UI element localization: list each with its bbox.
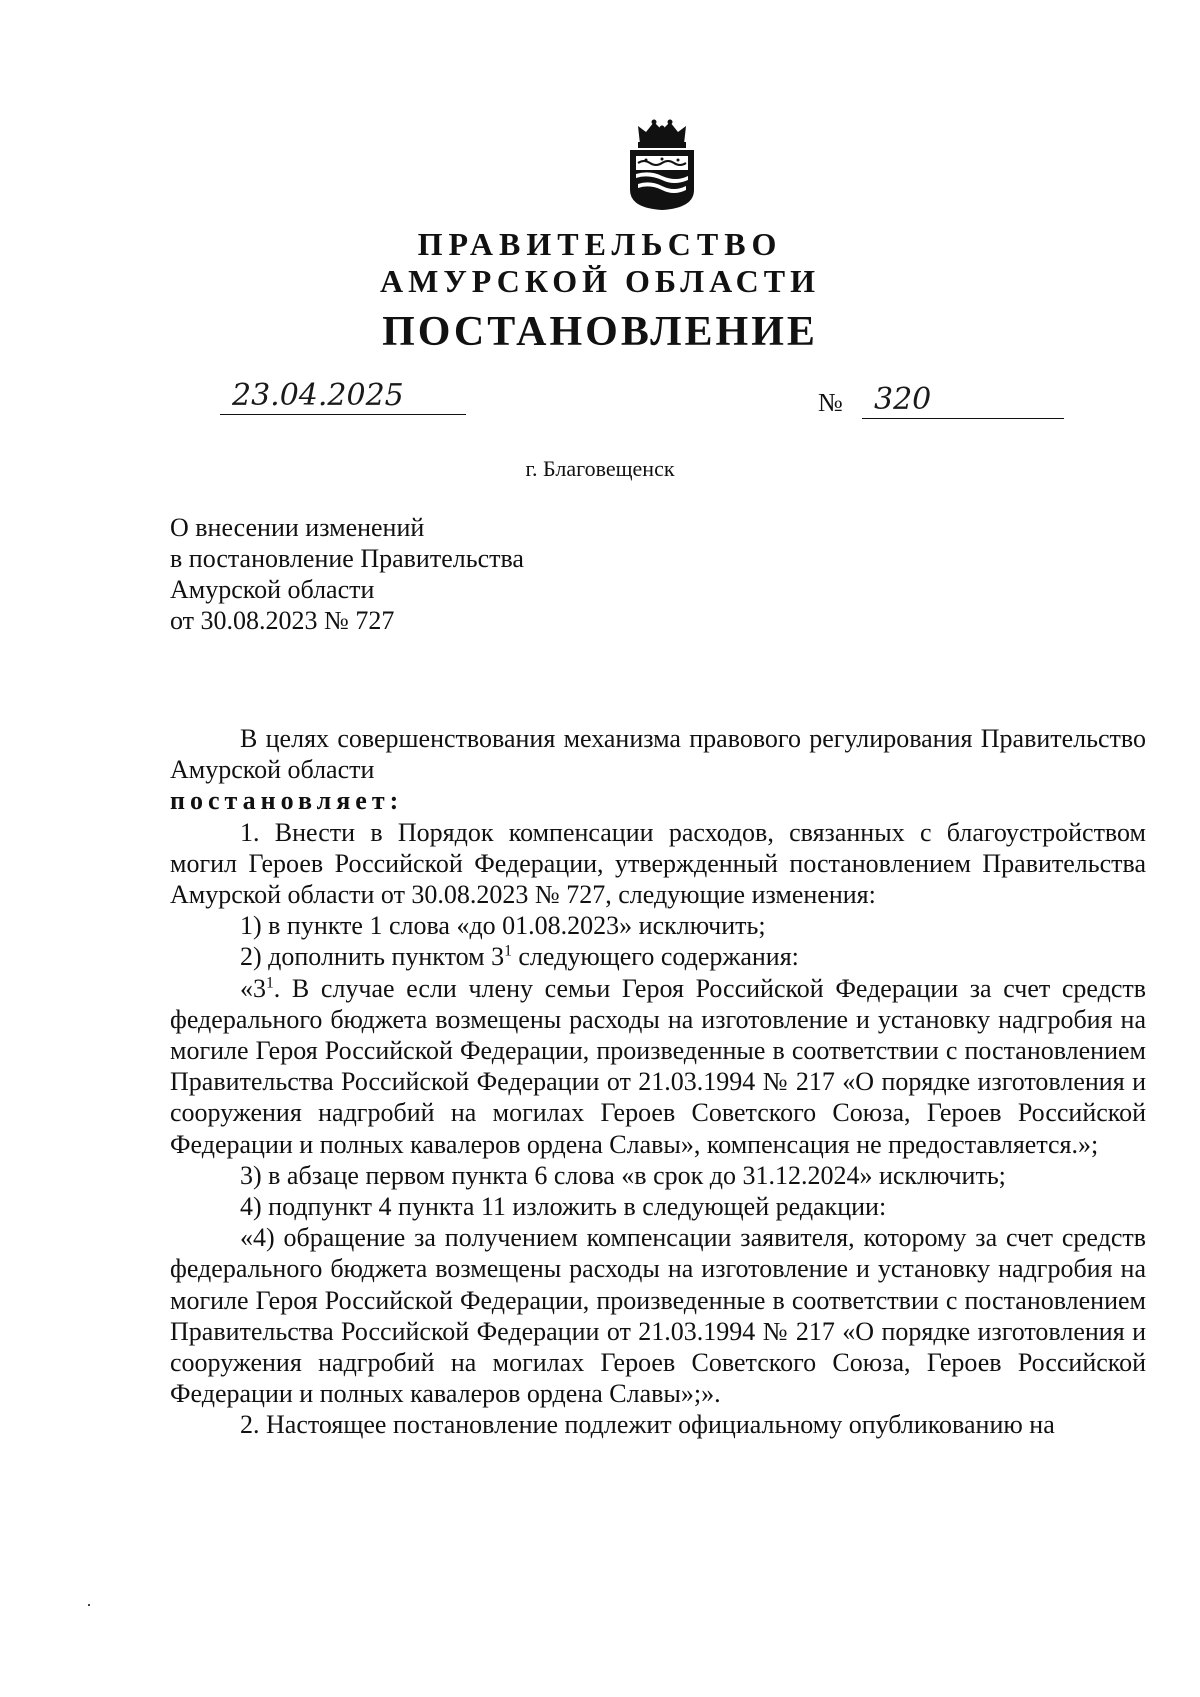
subject-line: от 30.08.2023 № 727 [170,606,395,635]
amur-region-coat-of-arms-icon [624,118,700,212]
subitem-3-paragraph: 3) в абзаце первом пункта 6 слова «в срок до 31.12.2024» исключить; [240,1160,1006,1190]
government-title-line-1: ПРАВИТЕЛЬСТВО [417,226,783,262]
subitem-4-paragraph: 4) подпункт 4 пункта 11 изложить в следующей редакции: [240,1192,887,1222]
subitem-2-text-end: следующего содержания: [511,942,799,972]
scan-speck [88,1604,90,1606]
subitem-2-paragraph [170,941,1146,972]
number-underline [862,418,1064,419]
new-point-text: . В случае если члену семьи Героя Российской Федерации за счет средств федерального бюджета возмещены расходы на изготовление и установку надгробия на могиле Героя Российской Федерации, произведенные в соответствии с постановлением Правительства Российской Федерации от 21.03.1994 № 217 «О порядке изготовления и сооружения надгробий на могилах Героев Советского Союза, Героев Российской Федерации и полных кавалеров ордена Славы», компенсация не предоставляется.»; [170,973,1146,1159]
document-subject [170,512,524,636]
city-line: г. Благовещенск [525,456,675,481]
item-2-paragraph: 2. Настоящее постановление подлежит официальному опубликованию на [240,1410,1055,1440]
subitem-2-text: 2) дополнить пунктом 3 [240,942,505,972]
subject-line: в постановление Правительства [170,544,524,573]
superscript: 1 [504,942,512,960]
resolves-word: постановляет: [170,786,404,816]
subject-line: Амурской области [170,575,375,604]
number-label: № [818,388,843,417]
document-type-title: ПОСТАНОВЛЕНИЕ [382,309,818,355]
resolves-line [170,785,1146,816]
document-date-handwritten: 23.04.2025 [232,378,404,413]
document-body [170,723,1146,1441]
subitem-1-paragraph: 1) в пункте 1 слова «до 01.08.2023» исключить; [240,911,766,941]
superscript: 1 [266,973,274,991]
date-underline [220,414,466,415]
item-1-paragraph: 1. Внести в Порядок компенсации расходов, связанных с благоустройством могил Героев Российской Федерации, утвержденный постановлением Правительства Амурской области от 30.08.2023 № 727, следующие изменения: [170,817,1146,910]
subject-line: О внесении изменений [170,513,425,542]
intro-paragraph: В целях совершенствования механизма правового регулирования Правительство Амурской области [170,724,1146,785]
government-title-line-2: АМУРСКОЙ ОБЛАСТИ [380,263,820,299]
new-subpoint-paragraph: «4) обращение за получением компенсации заявителя, которому за счет средств федерального бюджета возмещены расходы на изготовление и установку надгробия на могиле Героя Российской Федерации, произведенные в соответствии с постановлением Правительства Российской Федерации от 21.03.1994 № 217 «О порядке изготовления и сооружения надгробий на могилах Героев Советского Союза, Героев Российской Федерации и полных кавалеров ордена Славы»;». [170,1223,1146,1409]
new-point-start: «3 [240,973,266,1003]
document-number-handwritten: 320 [874,382,932,417]
new-point-paragraph [170,973,1146,1160]
